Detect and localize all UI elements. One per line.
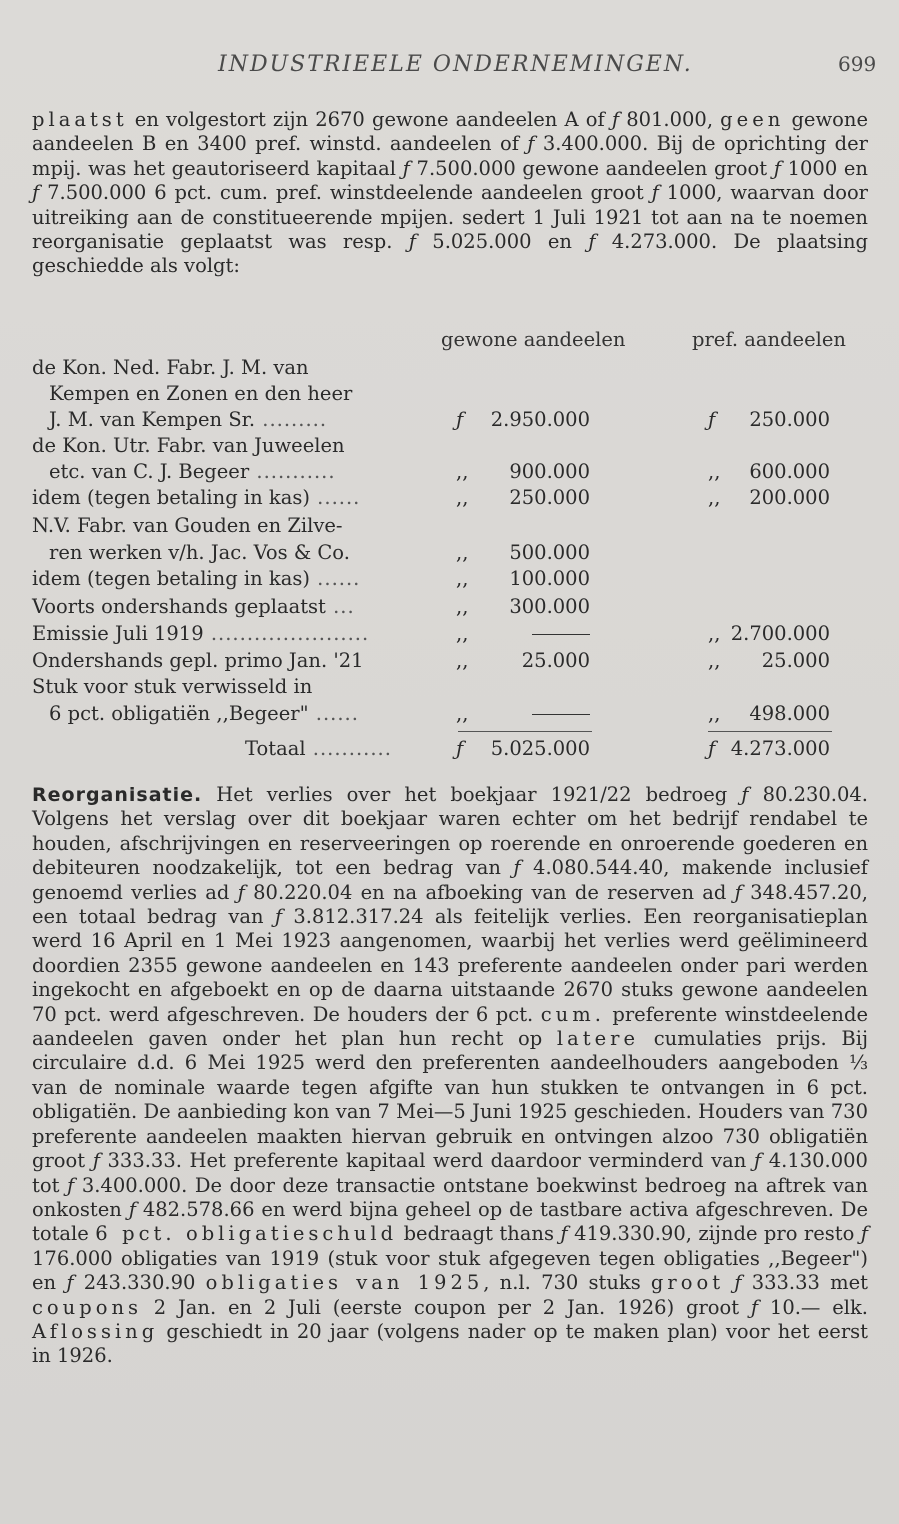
total-line	[245, 737, 392, 763]
pref-value: 200.000	[749, 486, 830, 509]
total-pref-value: 4.273.000	[730, 737, 830, 760]
guilder-sign: ƒ	[527, 132, 535, 156]
spaced-word: obligaties van 1925	[205, 1271, 484, 1295]
reorganisation-paragraph	[32, 783, 868, 1369]
gewone-value: 900.000	[509, 460, 590, 483]
ditto-mark: ,,	[456, 567, 469, 590]
page-number: 699	[838, 52, 877, 76]
pref-value: 498.000	[749, 702, 830, 725]
guilder-sign: ƒ	[708, 737, 716, 760]
guilder-sign: ƒ	[734, 1271, 742, 1295]
spaced-word: geen	[720, 108, 785, 131]
gewone-value: 100.000	[509, 567, 590, 590]
spaced-word: 6 pct. obligatieschuld	[95, 1222, 398, 1246]
running-title: INDUSTRIEELE ONDERNEMINGEN.	[218, 52, 693, 77]
row-label: etc. van C. J. Begeer	[49, 460, 250, 483]
guilder-sign: ƒ	[651, 181, 659, 205]
spaced-word: groot	[650, 1271, 725, 1295]
text-run: 3.812.317.24 als feitelijk verlies. Een reorganisatieplan werd 16 April en 1 Mei 1923 aangenomen, waarbij het verlies werd geëlimineerd doordien 2355 gewone aandeelen en 143 preferente aandeelen onder pari werden ingekocht en afgeboekt en op de daarna uitstaande 2670 stuks gewone aandeelen 70 pct. werd afgeschreven. De houders der 6 pct.	[32, 905, 868, 1026]
dash-rule	[532, 634, 590, 635]
row-label: idem (tegen betaling in kas)	[32, 567, 310, 590]
guilder-sign: ƒ	[741, 783, 749, 806]
ditto-mark: ,,	[708, 486, 721, 509]
row-label-line	[32, 486, 360, 512]
leader-dots: .........	[255, 408, 328, 431]
guilder-sign: ƒ	[513, 856, 521, 880]
text-run: en volgestort zijn 2670 gewone aandeelen A of	[127, 108, 612, 131]
row-label: de Kon. Utr. Fabr. van Juweelen	[32, 434, 345, 457]
leader-dots: ...	[325, 595, 355, 618]
row-label: idem (tegen betaling in kas)	[32, 486, 310, 509]
row-label-line	[32, 649, 364, 675]
text-run: , n.l. 730 stuks	[483, 1271, 651, 1295]
leader-dots: ...........	[249, 460, 336, 483]
text-run: 80.230.04. Volgens het verslag over dit boekjaar waren echter om het bedrijf rendabel te houden, afschrijvingen en reserveeringen op roerende en onroerende goederen en debiteuren noodzakelijk, tot een bedrag van	[32, 783, 869, 880]
column-header-gewone: gewone aandeelen	[441, 328, 626, 351]
guilder-sign: ƒ	[588, 230, 596, 254]
text-run: 176.000 obligaties van 1919 (stuk voor stuk afgegeven tegen obligaties ,,Begeer") en	[32, 1246, 868, 1295]
guilder-sign: ƒ	[67, 1173, 75, 1197]
row-label-line	[32, 382, 352, 408]
row-label-line	[32, 567, 360, 593]
text-run: 4.130.000 tot	[32, 1149, 868, 1197]
guilder-sign: ƒ	[611, 108, 620, 131]
ditto-mark: ,,	[456, 541, 469, 564]
guilder-sign: ƒ	[32, 181, 40, 205]
pref-value: 25.000	[761, 649, 830, 672]
spaced-word: latere	[556, 1027, 640, 1051]
total-label: Totaal	[245, 737, 306, 760]
leader-dots: ......	[309, 567, 361, 590]
guilder-sign: ƒ	[456, 737, 464, 760]
row-label-line	[32, 434, 345, 460]
empty-value-dash	[470, 702, 590, 728]
row-label-line	[32, 675, 312, 701]
row-label: Emissie Juli 1919	[32, 622, 204, 645]
gewone-value: 25.000	[521, 649, 590, 672]
text-run: geschiedt in 20 jaar (volgens nader op te maken plan) voor het eerst in 1926.	[32, 1319, 868, 1368]
row-label-line	[32, 595, 355, 621]
pref-value: 2.700.000	[730, 622, 830, 645]
guilder-sign: ƒ	[734, 880, 742, 904]
text-run: gewone aandeelen B en 3400 pref. winstd. aandeelen of	[32, 108, 868, 156]
spaced-word: coupons	[32, 1295, 143, 1319]
text-run: 4.273.000. De plaatsing geschiedde als volgt:	[32, 230, 869, 278]
leader-dots: ......	[309, 486, 361, 509]
sum-rule	[708, 731, 832, 732]
guilder-sign: ƒ	[560, 1222, 568, 1246]
spaced-word: Aflossing	[32, 1319, 159, 1343]
row-label-line	[32, 356, 309, 382]
pref-value: 250.000	[749, 408, 830, 431]
guilder-sign: ƒ	[708, 408, 716, 431]
ditto-mark: ,,	[456, 622, 469, 645]
spaced-word: cum.	[540, 1002, 605, 1026]
column-header-pref: pref. aandeelen	[692, 328, 846, 351]
text-run: bedraagt thans	[397, 1222, 561, 1246]
guilder-sign: ƒ	[408, 230, 416, 254]
dash-rule	[532, 714, 590, 715]
gewone-value: 500.000	[509, 541, 590, 564]
ditto-mark: ,,	[456, 649, 469, 672]
row-label-line	[32, 622, 369, 648]
text-run: 80.220.04 en na afboeking van de reserven ad	[244, 880, 735, 904]
gewone-value: 300.000	[509, 595, 590, 618]
row-label: J. M. van Kempen Sr.	[49, 408, 256, 431]
ditto-mark: ,,	[708, 460, 721, 483]
section-heading: Reorganisatie.	[32, 784, 203, 806]
leader-dots: ......	[308, 702, 359, 725]
text-run: 801.000,	[619, 108, 721, 131]
ditto-mark: ,,	[456, 702, 469, 725]
text-run: 1000 en	[780, 156, 868, 180]
row-label: N.V. Fabr. van Gouden en Zilve-	[32, 514, 343, 537]
ditto-mark: ,,	[456, 460, 469, 483]
ditto-mark: ,,	[456, 486, 469, 509]
guilder-sign: ƒ	[402, 156, 410, 180]
row-label-line	[32, 514, 343, 540]
text-run: 243.330.90	[73, 1271, 206, 1295]
row-label-line	[32, 460, 336, 486]
text-run: 333.33. Het preferente kapitaal werd daardoor verminderd van	[99, 1149, 754, 1173]
guilder-sign: ƒ	[274, 905, 283, 929]
text-run: 1000, waarvan door uitreiking aan de constitueerende mpijen. sedert 1 Juli 1921 tot aan na te noemen reorganisatie geplaatst was resp.	[32, 181, 869, 254]
text-run: Het verlies over het boekjaar 1921/22 bedroeg	[202, 783, 742, 806]
row-label: Ondershands gepl. primo Jan. '21	[32, 649, 364, 672]
text-run: cumulaties prijs. Bij circulaire d.d. 6 Mei 1925 werd den preferenten aandeelhouders aangeboden ⅓ van de nominale waarde tegen afgifte van hun stukken te ontvangen in 6 pct. obligatiën. De aanbieding kon van 7 Mei—5 Juni 1925 geschieden. Houders van 730 preferente aandeelen maakten hiervan gebruik en ontvingen alzoo 730 obligatiën groot	[32, 1027, 868, 1173]
ditto-mark: ,,	[708, 702, 721, 725]
row-label: ren werken v/h. Jac. Vos & Co.	[49, 541, 350, 564]
row-label: de Kon. Ned. Fabr. J. M. van	[32, 356, 309, 379]
row-label-line	[32, 408, 327, 434]
row-label-line	[32, 702, 359, 728]
text-run: 4.080.544.40, makende inclusief genoemd verlies ad	[32, 856, 868, 904]
text-run: 7.500.000 6 pct. cum. pref. winstdeelende aandeelen groot	[39, 181, 652, 205]
text-run: 3.400.000. De door deze transactie ontstane boekwinst bedroeg na aftrek van onkosten	[32, 1173, 868, 1221]
ditto-mark: ,,	[456, 595, 469, 618]
leader-dots: ...........	[305, 737, 392, 760]
guilder-sign: ƒ	[237, 880, 245, 904]
guilder-sign: ƒ	[753, 1149, 762, 1173]
sum-rule	[458, 731, 592, 732]
guilder-sign: ƒ	[456, 408, 464, 431]
text-run: 333.33 met	[741, 1271, 868, 1295]
guilder-sign: ƒ	[750, 1295, 759, 1319]
total-gewone-value: 5.025.000	[490, 737, 590, 760]
gewone-value: 2.950.000	[490, 408, 590, 431]
guilder-sign: ƒ	[92, 1149, 100, 1173]
text-run: preferente winstdeelende aandeelen gaven onder het plan hun recht op	[32, 1002, 868, 1051]
gewone-value: 250.000	[509, 486, 590, 509]
text-run: 2 Jan. en 2 Juli (eerste coupon per 2 Jan. 1926) groot	[142, 1295, 751, 1319]
leader-dots: ......................	[203, 622, 370, 645]
spaced-word: plaatst	[32, 108, 128, 131]
row-label: Stuk voor stuk verwisseld in	[32, 675, 313, 698]
text-run: 348.457.20, een totaal bedrag van	[32, 880, 868, 929]
guilder-sign: ƒ	[860, 1222, 868, 1246]
text-run: 5.025.000 en	[416, 230, 589, 254]
row-label-line	[32, 541, 350, 567]
guilder-sign: ƒ	[66, 1271, 74, 1295]
guilder-sign: ƒ	[773, 156, 781, 180]
text-run: 482.578.66 en werd bijna geheel op de tastbare activa afgeschreven. De totale	[32, 1197, 868, 1246]
row-label: 6 pct. obligatiën ,,Begeer"	[49, 702, 309, 725]
text-run: 7.500.000 gewone aandeelen groot	[409, 156, 774, 180]
text-run: 3.400.000. Bij de oprichting der mpij. was het geautoriseerd kapitaal	[32, 132, 868, 180]
text-run: 419.330.90, zijnde pro resto	[567, 1222, 861, 1246]
ditto-mark: ,,	[708, 622, 721, 645]
empty-value-dash	[470, 622, 590, 648]
ditto-mark: ,,	[708, 649, 721, 672]
guilder-sign: ƒ	[128, 1197, 136, 1221]
text-run: 10.— elk.	[758, 1295, 868, 1319]
row-label: Kempen en Zonen en den heer	[49, 382, 353, 405]
pref-value: 600.000	[749, 460, 830, 483]
row-label: Voorts ondershands geplaatst	[32, 595, 326, 618]
